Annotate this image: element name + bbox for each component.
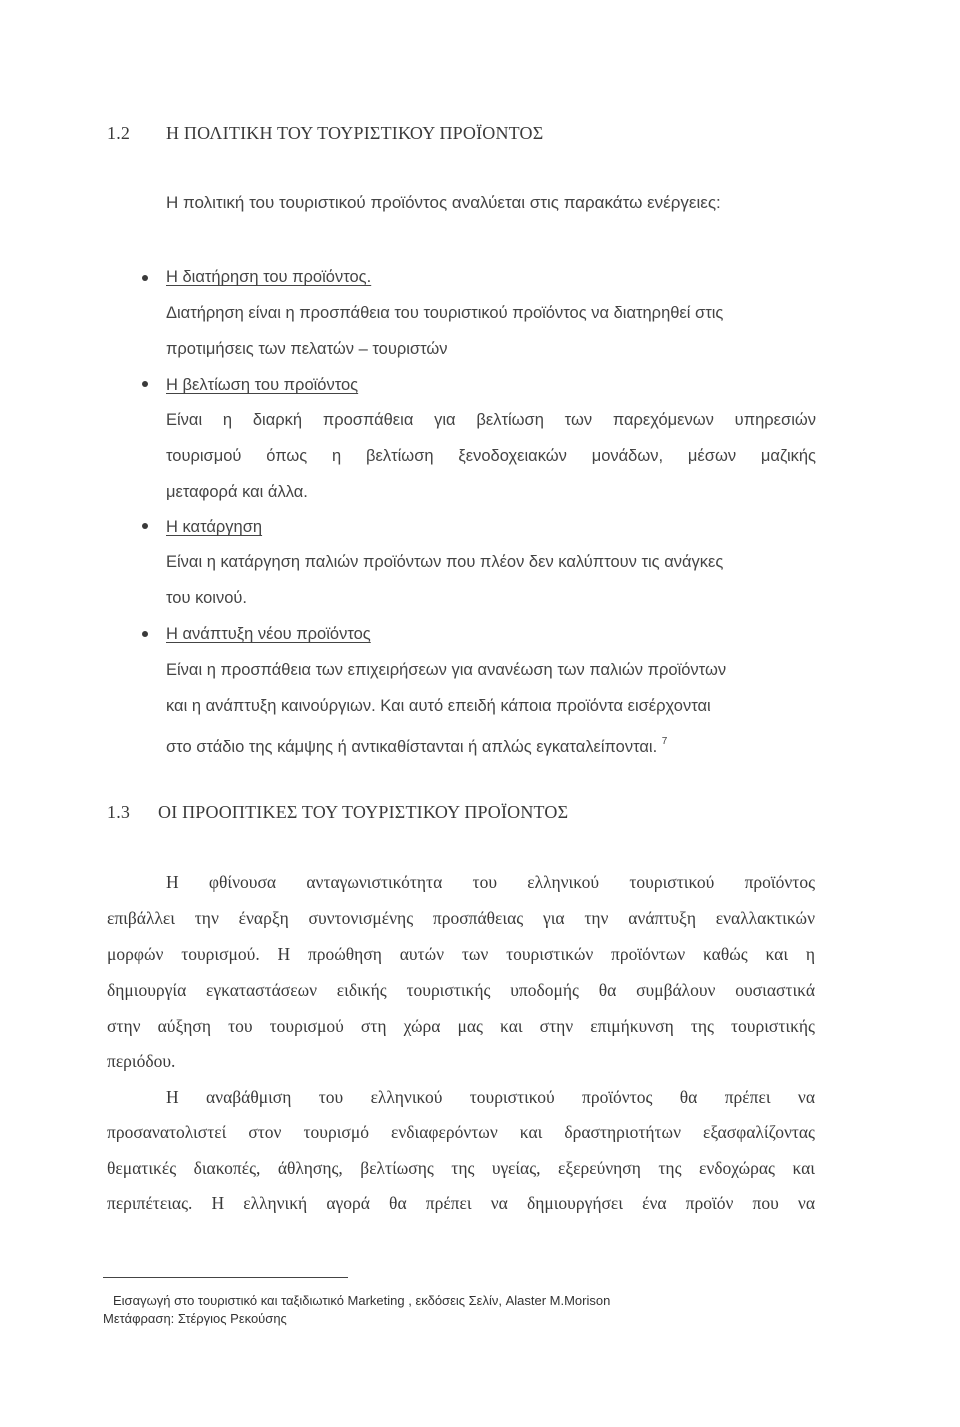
section-number-1-2: 1.2: [107, 123, 131, 143]
item-text-line-last: [166, 731, 667, 758]
item-text-line: Είναι η κατάργηση παλιών προϊόντων που πλέον δεν καλύπτουν τις ανάγκες: [166, 553, 724, 571]
item-heading-development: Η ανάπτυξη νέου προϊόντος: [166, 625, 371, 643]
paragraph-line: δημιουργία εγκαταστάσεων ειδικής τουριστικής υποδομής θα συμβάλουν ουσιαστικά: [107, 980, 815, 1000]
footnote-reference: 7: [661, 736, 668, 747]
item-heading-abolition: Η κατάργηση: [166, 518, 263, 536]
section-title-1-2: Η ΠΟΛΙΤΙΚΗ ΤΟΥ ΤΟΥΡΙΣΤΙΚΟΥ ΠΡΟΪΟΝΤΟΣ: [166, 123, 544, 143]
item-heading-improvement: Η βελτίωση του προϊόντος: [166, 376, 359, 394]
bullet-icon: [142, 523, 148, 529]
paragraph-line: στην αύξηση του τουρισμού στη χώρα μας και στην επιμήκυνση της τουριστικής: [107, 1016, 815, 1036]
section-title-1-3: ΟΙ ΠΡΟΟΠΤΙΚΕΣ ΤΟΥ ΤΟΥΡΙΣΤΙΚΟΥ ΠΡΟΪΟΝΤΟΣ: [158, 802, 569, 822]
item-text-line: Διατήρηση είναι η προσπάθεια του τουριστικού προϊόντος να διατηρηθεί στις: [166, 304, 724, 322]
paragraph-line: προσανατολιστεί στον τουρισμό ενδιαφερόντων και δραστηριοτήτων εξασφαλίζοντας: [107, 1122, 815, 1142]
item-text-line: και η ανάπτυξη καινούργιων. Και αυτό επειδή κάποια προϊόντα εισέρχονται: [166, 697, 711, 715]
paragraph-line: Η φθίνουσα ανταγωνιστικότητα του ελληνικού τουριστικού προϊόντος: [166, 872, 815, 892]
item-text-line: προτιμήσεις των πελατών – τουριστών: [166, 340, 448, 358]
paragraph-line: Η αναβάθμιση του ελληνικού τουριστικού προϊόντος θα πρέπει να: [166, 1087, 815, 1107]
paragraph-line: περιπέτειας. Η ελληνική αγορά θα πρέπει να δημιουργήσει ένα προϊόν που να: [107, 1193, 815, 1213]
footnote-line-1: Εισαγωγή στο τουριστικό και ταξιδιωτικό Marketing , εκδόσεις Σελίν, Alaster M.Morison: [113, 1293, 611, 1308]
bullet-icon: [142, 381, 148, 387]
item-text-line: Είναι η διαρκή προσπάθεια για βελτίωση των παρεχόμενων υπηρεσιών: [166, 411, 816, 429]
bullet-icon: [142, 631, 148, 637]
item-text-line: Είναι η προσπάθεια των επιχειρήσεων για ανανέωση των παλιών προϊόντων: [166, 661, 727, 679]
footnote-line-2: Μετάφραση: Στέργιος Ρεκούσης: [103, 1311, 287, 1326]
bullet-icon: [142, 275, 148, 281]
item-text-line: τουρισμού όπως η βελτίωση ξενοδοχειακών μονάδων, μέσων μαζικής: [166, 447, 816, 465]
section-number-1-3: 1.3: [107, 802, 131, 822]
paragraph-line: μορφών τουρισμού. Η προώθηση αυτών των τουριστικών προϊόντων καθώς και η: [107, 944, 815, 964]
item-text-line: στο στάδιο της κάμψης ή αντικαθίστανται ή απλώς εγκαταλείπονται.: [166, 738, 658, 756]
paragraph-line: περιόδου.: [107, 1051, 176, 1071]
paragraph-line: θεματικές διακοπές, άθλησης, βελτίωσης της υγείας, εξερεύνηση της ενδοχώρας και: [107, 1158, 815, 1178]
item-heading-preservation: Η διατήρηση του προϊόντος.: [166, 268, 372, 286]
section-intro: Η πολιτική του τουριστικού προϊόντος αναλύεται στις παρακάτω ενέργειες:: [166, 193, 721, 212]
paragraph-line: επιβάλλει την έναρξη συντονισμένης προσπάθειας για την ανάπτυξη εναλλακτικών: [107, 908, 815, 928]
item-text-line: του κοινού.: [166, 589, 247, 607]
footnote-divider: [103, 1277, 348, 1278]
item-text-line: μεταφορά και άλλα.: [166, 483, 308, 501]
